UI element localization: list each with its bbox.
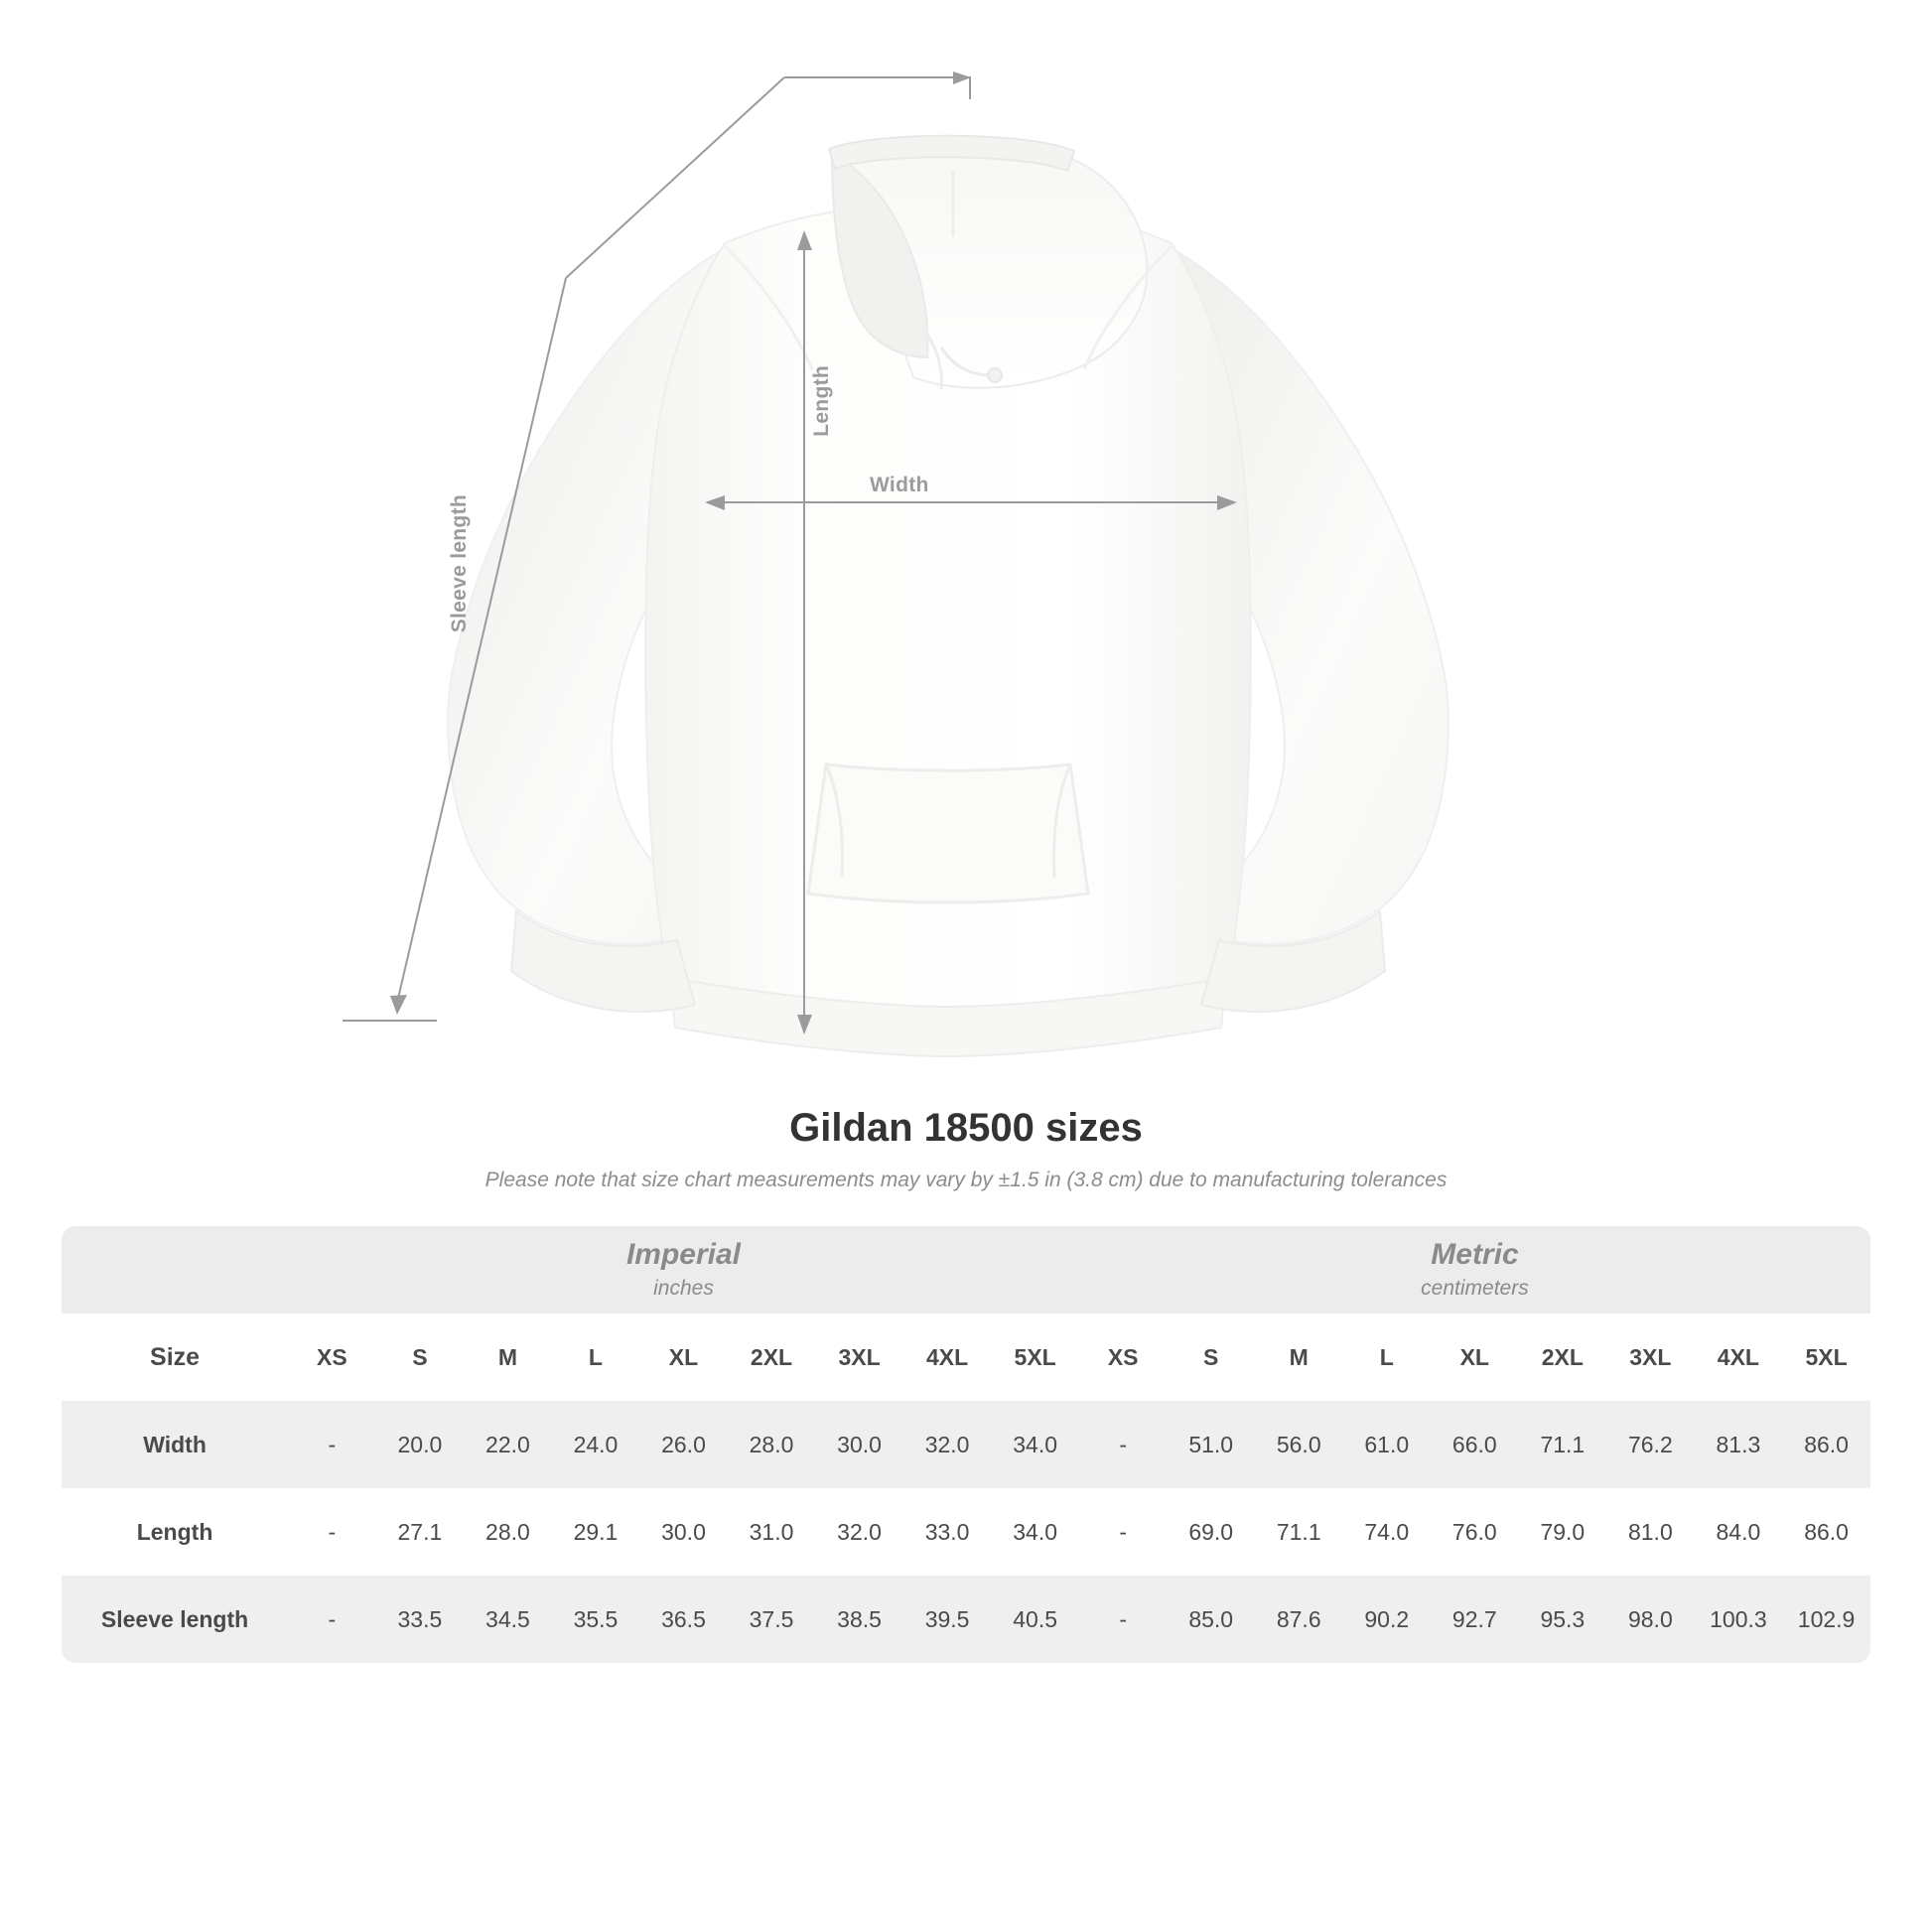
table-row	[62, 1576, 1870, 1663]
cell-sleeve-6: 38.5	[815, 1576, 903, 1663]
unit-imperial	[288, 1226, 1079, 1313]
header-col-9: XS	[1079, 1313, 1168, 1401]
header-col-8: 5XL	[991, 1313, 1079, 1401]
width-dimension-label: Width	[870, 474, 929, 496]
cell-length-1: 27.1	[376, 1488, 465, 1576]
cell-length-4: 30.0	[639, 1488, 728, 1576]
header-col-13: XL	[1431, 1313, 1519, 1401]
cell-length-7: 33.0	[903, 1488, 992, 1576]
header-col-14: 2XL	[1519, 1313, 1607, 1401]
cell-length-0: -	[288, 1488, 376, 1576]
cell-width-5: 28.0	[728, 1401, 816, 1488]
cell-width-2: 22.0	[464, 1401, 552, 1488]
size-table	[62, 1226, 1870, 1663]
unit-metric-name: Metric	[1431, 1237, 1519, 1271]
cell-width-10: 51.0	[1167, 1401, 1255, 1488]
cell-width-13: 66.0	[1431, 1401, 1519, 1488]
header-col-2: M	[464, 1313, 552, 1401]
cell-sleeve-4: 36.5	[639, 1576, 728, 1663]
unit-metric	[1079, 1226, 1870, 1313]
cell-length-11: 71.1	[1255, 1488, 1343, 1576]
header-col-15: 3XL	[1606, 1313, 1695, 1401]
cell-width-1: 20.0	[376, 1401, 465, 1488]
header-col-6: 3XL	[815, 1313, 903, 1401]
unit-imperial-sub: inches	[653, 1277, 714, 1300]
row-label-length: Length	[62, 1488, 288, 1576]
table-row	[62, 1401, 1870, 1488]
cell-sleeve-16: 100.3	[1695, 1576, 1783, 1663]
cell-width-11: 56.0	[1255, 1401, 1343, 1488]
unit-imperial-name: Imperial	[625, 1237, 742, 1271]
header-col-7: 4XL	[903, 1313, 992, 1401]
cell-width-8: 34.0	[991, 1401, 1079, 1488]
unit-metric-sub: centimeters	[1421, 1277, 1529, 1300]
size-table-container	[62, 1226, 1870, 1663]
cell-width-16: 81.3	[1695, 1401, 1783, 1488]
cell-sleeve-7: 39.5	[903, 1576, 992, 1663]
cell-length-2: 28.0	[464, 1488, 552, 1576]
row-label-sleeve-length: Sleeve length	[62, 1576, 288, 1663]
cell-length-10: 69.0	[1167, 1488, 1255, 1576]
cell-sleeve-12: 90.2	[1343, 1576, 1432, 1663]
cell-length-12: 74.0	[1343, 1488, 1432, 1576]
cell-length-16: 84.0	[1695, 1488, 1783, 1576]
cell-width-15: 76.2	[1606, 1401, 1695, 1488]
cell-width-4: 26.0	[639, 1401, 728, 1488]
cell-length-17: 86.0	[1782, 1488, 1870, 1576]
cell-width-14: 71.1	[1519, 1401, 1607, 1488]
cell-sleeve-0: -	[288, 1576, 376, 1663]
cell-sleeve-14: 95.3	[1519, 1576, 1607, 1663]
unit-header-row	[62, 1226, 1870, 1313]
header-col-17: 5XL	[1782, 1313, 1870, 1401]
cell-sleeve-13: 92.7	[1431, 1576, 1519, 1663]
cell-width-3: 24.0	[552, 1401, 640, 1488]
header-col-5: 2XL	[728, 1313, 816, 1401]
cell-sleeve-2: 34.5	[464, 1576, 552, 1663]
header-col-12: L	[1343, 1313, 1432, 1401]
header-size: Size	[62, 1313, 288, 1401]
header-col-0: XS	[288, 1313, 376, 1401]
header-col-10: S	[1167, 1313, 1255, 1401]
cell-width-12: 61.0	[1343, 1401, 1432, 1488]
header-col-1: S	[376, 1313, 465, 1401]
cell-sleeve-17: 102.9	[1782, 1576, 1870, 1663]
header-col-16: 4XL	[1695, 1313, 1783, 1401]
cell-sleeve-1: 33.5	[376, 1576, 465, 1663]
cell-width-17: 86.0	[1782, 1401, 1870, 1488]
cell-sleeve-3: 35.5	[552, 1576, 640, 1663]
unit-header-spacer	[62, 1226, 288, 1313]
cell-sleeve-11: 87.6	[1255, 1576, 1343, 1663]
cell-length-5: 31.0	[728, 1488, 816, 1576]
page-title: Gildan 18500 sizes	[789, 1106, 1143, 1150]
cell-sleeve-10: 85.0	[1167, 1576, 1255, 1663]
cell-length-8: 34.0	[991, 1488, 1079, 1576]
row-label-width: Width	[62, 1401, 288, 1488]
tolerance-note: Please note that size chart measurements may vary by ±1.5 in (3.8 cm) due to manufacturing tolerances	[484, 1169, 1448, 1191]
cell-sleeve-8: 40.5	[991, 1576, 1079, 1663]
cell-length-13: 76.0	[1431, 1488, 1519, 1576]
sleeve-length-dimension-label: Sleeve length	[448, 494, 471, 633]
table-row	[62, 1488, 1870, 1576]
cell-sleeve-9: -	[1079, 1576, 1168, 1663]
cell-length-3: 29.1	[552, 1488, 640, 1576]
length-dimension-label: Length	[810, 365, 833, 437]
cell-width-9: -	[1079, 1401, 1168, 1488]
title-block	[0, 1106, 1932, 1192]
header-col-11: M	[1255, 1313, 1343, 1401]
cell-sleeve-15: 98.0	[1606, 1576, 1695, 1663]
cell-length-14: 79.0	[1519, 1488, 1607, 1576]
cell-sleeve-5: 37.5	[728, 1576, 816, 1663]
cell-width-7: 32.0	[903, 1401, 992, 1488]
cell-length-15: 81.0	[1606, 1488, 1695, 1576]
header-col-3: L	[552, 1313, 640, 1401]
cell-width-0: -	[288, 1401, 376, 1488]
cell-length-9: -	[1079, 1488, 1168, 1576]
column-header-row	[62, 1313, 1870, 1401]
header-col-4: XL	[639, 1313, 728, 1401]
cell-width-6: 30.0	[815, 1401, 903, 1488]
cell-length-6: 32.0	[815, 1488, 903, 1576]
